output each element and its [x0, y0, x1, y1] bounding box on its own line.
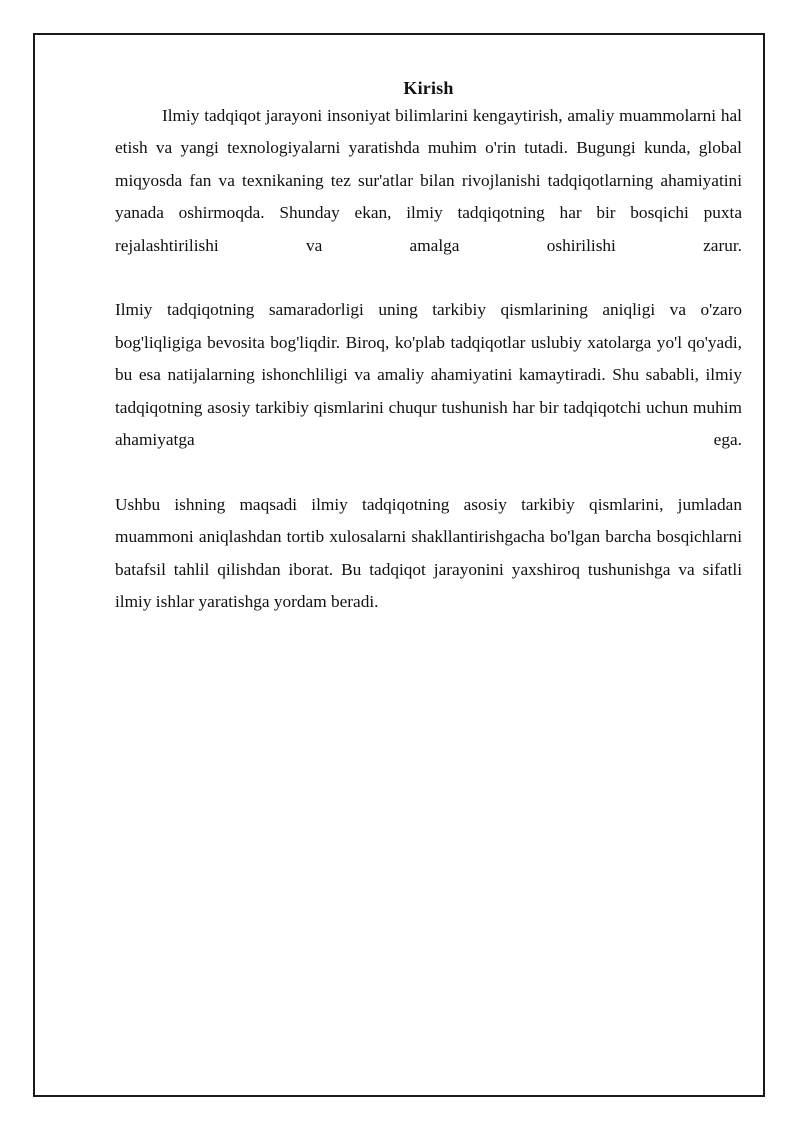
document-body — [115, 76, 742, 618]
paragraph-effectiveness: Ilmiy tadqiqotning samaradorligi uning tarkibiy qismlarining aniqligi va o'zaro bog'liqligiga bevosita bog'liqdir. Biroq, ko'plab tadqiqotlar uslubiy xatolarga yo'l qo'yadi, bu esa natijalarning ishonchliligi va amaliy ahamiyatini kamaytiradi. Shu sababli, ilmiy tadqiqotning asosiy tarkibiy qismlarini chuqur tushunish har bir tadqiqotchi uchun muhim ahamiyatga ega. — [115, 300, 742, 450]
section-heading: Kirish — [403, 78, 454, 98]
paragraph-spacer — [115, 262, 742, 294]
paragraph-intro: Ilmiy tadqiqot jarayoni insoniyat bilimlarini kengaytirish, amaliy muammolarni hal etish va yangi texnologiyalarni yaratishda muhim o'rin tutadi. Bugungi kunda, global miqyosda fan va texnikaning tez sur'atlar bilan rivojlanishi tadqiqotlarning ahamiyatini yanada oshirmoqda. Shunday ekan, ilmiy tadqiqotning har bir bosqichi puxta rejalashtirilishi va amalga oshirilishi zarur. — [115, 106, 742, 255]
paragraph-purpose: Ushbu ishning maqsadi ilmiy tadqiqotning asosiy tarkibiy qismlarini, jumladan muammoni aniqlashdan tortib xulosalarni shakllantirishgacha bo'lgan barcha bosqichlarni batafsil tahlil qilishdan iborat. Bu tadqiqot jarayonini yaxshiroq tushunishga va sifatli ilmiy ishlar yaratishga yordam beradi. — [115, 494, 742, 612]
paragraph-spacer — [115, 456, 742, 488]
